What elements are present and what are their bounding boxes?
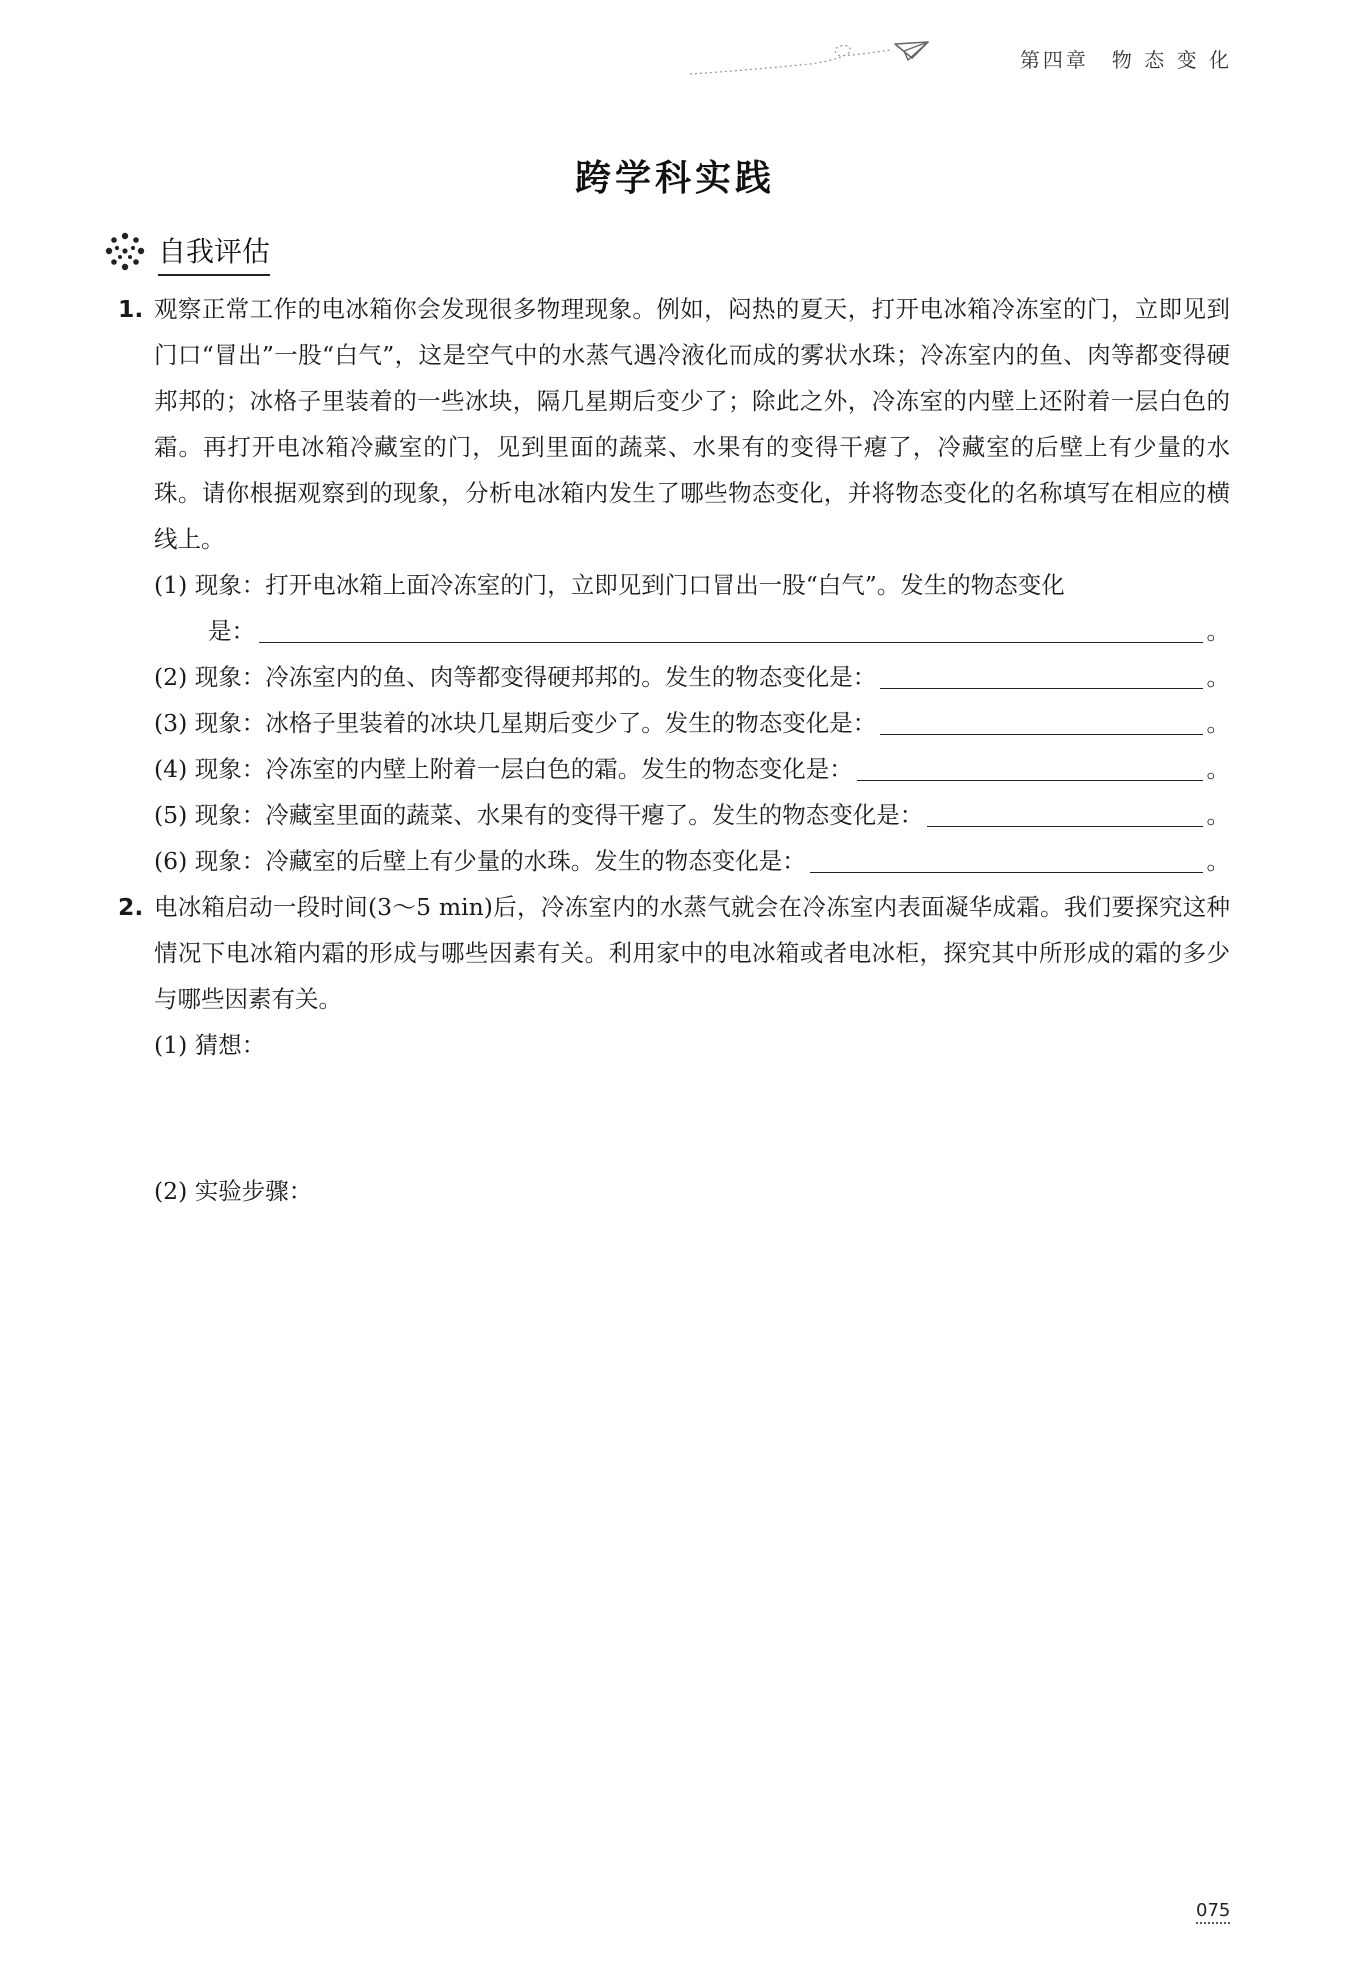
page-header <box>690 40 1250 100</box>
answer-blank[interactable] <box>880 734 1202 735</box>
question-text: 电冰箱启动一段时间(3～5 min)后，冷冻室内的水蒸气就会在冷冻室内表面凝华成霜。我们要探究这种情况下电冰箱内霜的形成与哪些因素有关。利用家中的电冰箱或者电冰柜，探究其中所形成的霜的多少与哪些因素有关。 <box>154 893 1230 1013</box>
sub-question <box>118 654 1230 700</box>
question-number: 1. <box>118 295 144 323</box>
sub-question-hypothesis: (1) 猜想： <box>154 1031 266 1059</box>
sub-question-label: (5) 现象：冷藏室里面的蔬菜、水果有的变得干瘪了。发生的物态变化是： <box>154 801 924 829</box>
sub-question-label: 是： <box>208 617 255 645</box>
question-text: 观察正常工作的电冰箱你会发现很多物理现象。例如，闷热的夏天，打开电冰箱冷冻室的门，立即见到门口“冒出”一股“白气”，这是空气中的水蒸气遇冷液化而成的雾状水珠；冷冻室内的鱼、肉等都变得硬邦邦的；冰格子里装着的一些冰块，隔几星期后变少了；除此之外，冷冻室的内壁上还附着一层白色的霜。再打开电冰箱冷藏室的门，见到里面的蔬菜、水果有的变得干瘪了，冷藏室的后壁上有少量的水珠。请你根据观察到的现象，分析电冰箱内发生了哪些物态变化，并将物态变化的名称填写在相应的横线上。 <box>154 295 1230 553</box>
sub-question <box>118 562 1230 608</box>
chapter-title: 第四章 物 态 变 化 <box>1019 48 1232 72</box>
question-number: 2. <box>118 893 144 921</box>
sub-question <box>118 746 1230 792</box>
question-1 <box>118 286 1230 562</box>
period: 。 <box>1206 801 1230 829</box>
dots-icon <box>104 231 146 273</box>
content <box>118 286 1230 1614</box>
answer-blank[interactable] <box>259 642 1203 643</box>
answer-space-steps[interactable] <box>118 1214 1230 1614</box>
sub-question-continuation <box>118 608 1230 654</box>
answer-blank[interactable] <box>880 688 1202 689</box>
sub-question-label: (6) 现象：冷藏室的后壁上有少量的水珠。发生的物态变化是： <box>154 847 806 875</box>
period: 。 <box>1206 847 1230 875</box>
period: 。 <box>1206 617 1230 645</box>
answer-blank[interactable] <box>810 872 1203 873</box>
question-2 <box>118 884 1230 1022</box>
answer-blank[interactable] <box>857 780 1203 781</box>
sub-question-steps: (2) 实验步骤： <box>154 1177 313 1205</box>
answer-blank[interactable] <box>927 826 1202 827</box>
period: 。 <box>1206 709 1230 737</box>
sub-question <box>118 700 1230 746</box>
page-number: 075 <box>1196 1900 1230 1924</box>
sub-question <box>118 792 1230 838</box>
sub-question-label: (3) 现象：冰格子里装着的冰块几星期后变少了。发生的物态变化是： <box>154 709 877 737</box>
sub-question <box>118 838 1230 884</box>
paper-plane-icon <box>690 40 1010 80</box>
period: 。 <box>1206 755 1230 783</box>
sub-question-label: (4) 现象：冷冻室的内壁上附着一层白色的霜。发生的物态变化是： <box>154 755 853 783</box>
period: 。 <box>1206 663 1230 691</box>
sub-question-label: (2) 现象：冷冻室内的鱼、肉等都变得硬邦邦的。发生的物态变化是： <box>154 663 877 691</box>
section-title: 自我评估 <box>158 230 270 274</box>
page-title: 跨学科实践 <box>574 158 775 199</box>
answer-space-hypothesis[interactable] <box>118 1068 1230 1168</box>
section-heading <box>104 230 270 274</box>
sub-question-label: (1) 现象：打开电冰箱上面冷冻室的门，立即见到门口冒出一股“白气”。发生的物态变化 <box>154 571 1065 599</box>
